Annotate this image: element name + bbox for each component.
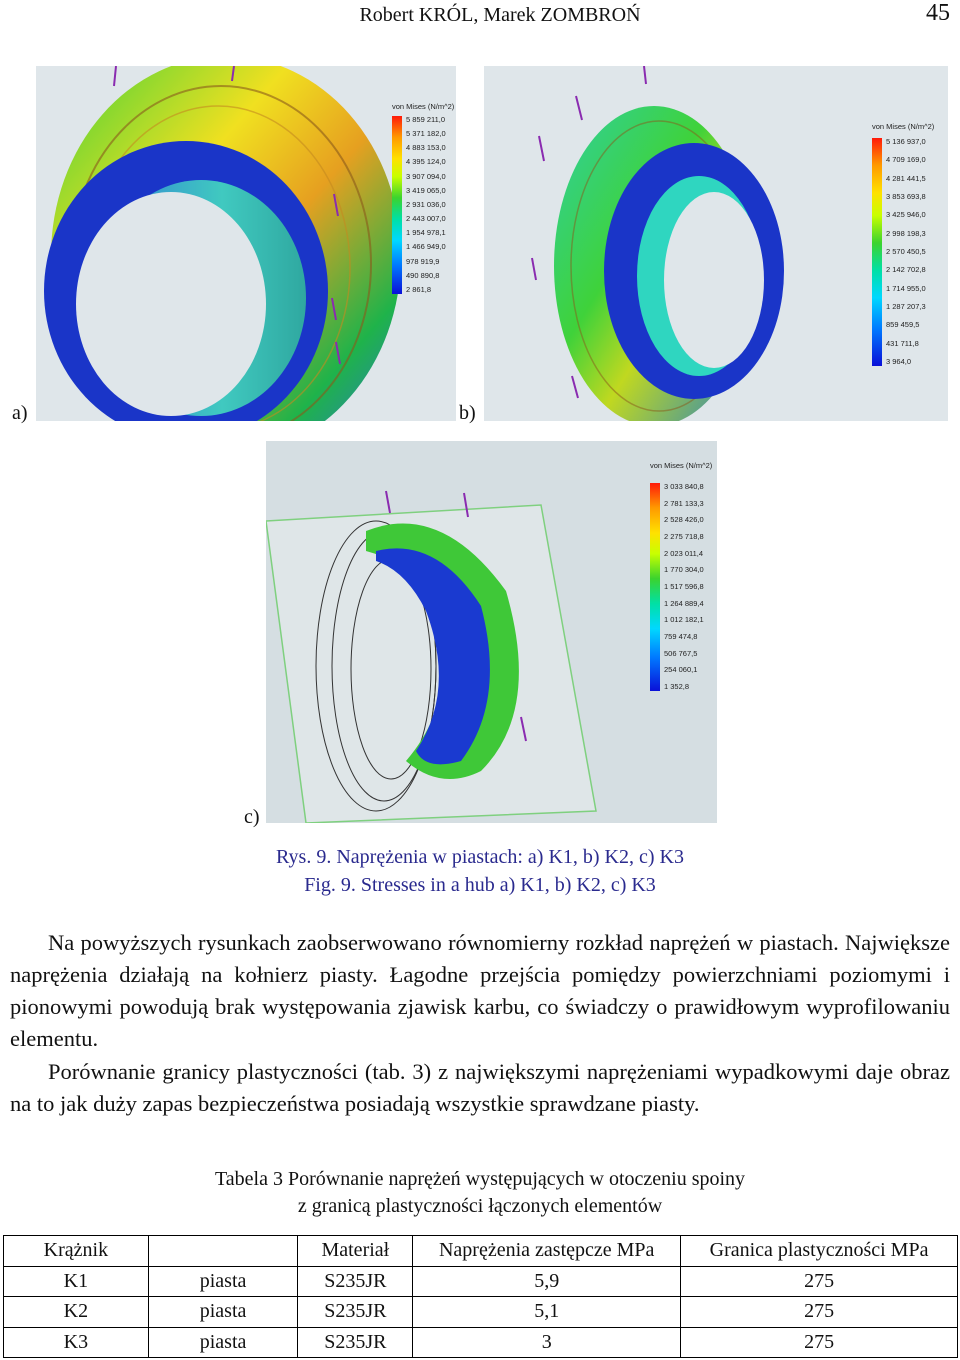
legend-value: 3 419 065,0 bbox=[406, 185, 446, 195]
table-header-cell: Krążnik bbox=[4, 1236, 149, 1267]
table-row bbox=[4, 1297, 958, 1328]
table-cell: 5,1 bbox=[413, 1297, 681, 1328]
legend-value: 859 459,5 bbox=[886, 320, 920, 330]
table-cell: 275 bbox=[681, 1266, 958, 1297]
table-header-cell: Granica plastyczności MPa bbox=[681, 1236, 958, 1267]
legend-value: 2 861,8 bbox=[406, 284, 432, 294]
legend-value: 4 395 124,0 bbox=[406, 157, 446, 167]
legend-value: 490 890,8 bbox=[406, 270, 440, 280]
table-row bbox=[4, 1327, 958, 1358]
legend-value: 2 528 426,0 bbox=[664, 515, 704, 525]
legend-value: 5 859 211,0 bbox=[406, 115, 446, 124]
table-cell: piasta bbox=[148, 1297, 298, 1328]
figure-panel-b bbox=[484, 66, 948, 421]
legend-value: 3 425 946,0 bbox=[886, 210, 926, 220]
legend-color-bar bbox=[650, 483, 660, 691]
legend-color-bar bbox=[872, 138, 882, 366]
legend-title: von Mises (N/m^2) bbox=[392, 102, 455, 111]
legend-value: 5 371 182,0 bbox=[406, 129, 446, 139]
legend-value: 978 919,9 bbox=[406, 256, 440, 266]
authors: Robert KRÓL, Marek ZOMBROŃ bbox=[359, 4, 641, 26]
table-header-row bbox=[4, 1236, 958, 1267]
table-header-cell: Materiał bbox=[298, 1236, 413, 1267]
legend-value: 2 443 007,0 bbox=[406, 214, 446, 224]
legend-value: 1 770 304,0 bbox=[664, 565, 704, 575]
legend-value: 4 281 441,5 bbox=[886, 173, 926, 183]
legend-title: von Mises (N/m^2) bbox=[650, 461, 713, 470]
figure-caption-en: Fig. 9. Stresses in a hub a) K1, b) K2, c) K3 bbox=[304, 874, 656, 896]
table-row bbox=[4, 1266, 958, 1297]
panel-label-a: a) bbox=[12, 402, 28, 424]
table-cell: S235JR bbox=[298, 1297, 413, 1328]
legend-value: 1 517 596,8 bbox=[664, 581, 704, 591]
page-number: 45 bbox=[926, 0, 950, 26]
table-cell: piasta bbox=[148, 1327, 298, 1358]
table-cell: S235JR bbox=[298, 1266, 413, 1297]
legend-value: 431 711,8 bbox=[886, 338, 919, 348]
table-cell: K1 bbox=[4, 1266, 149, 1297]
stress-legend-a bbox=[392, 102, 456, 298]
legend-value: 1 466 949,0 bbox=[406, 242, 446, 252]
body-paragraph-1: Na powyższych rysunkach zaobserwowano równomierny rozkład naprężeń w piastach. Największe naprężenia działają na kołnierz piasty. Łagodne przejścia pomiędzy powierzchniami poziomymi i pionowymi powodują brak występowania zjawisk karbu, co świadczy o prawidłowym wyprofilowaniu elementu. bbox=[10, 930, 950, 1051]
panel-label-c: c) bbox=[244, 806, 260, 828]
figure-caption-pl: Rys. 9. Naprężenia w piastach: a) K1, b) K2, c) K3 bbox=[276, 846, 684, 868]
legend-value: 4 709 169,0 bbox=[886, 155, 926, 165]
stress-legend-b bbox=[872, 122, 948, 370]
table-cell: 5,9 bbox=[413, 1266, 681, 1297]
table-cell: K2 bbox=[4, 1297, 149, 1328]
legend-value: 3 853 693,8 bbox=[886, 191, 926, 201]
legend-value: 1 012 182,1 bbox=[664, 615, 704, 625]
legend-value: 4 883 153,0 bbox=[406, 143, 446, 153]
legend-value: 759 474,8 bbox=[664, 631, 698, 641]
legend-value: 2 275 718,8 bbox=[664, 531, 704, 541]
legend-value: 1 714 955,0 bbox=[886, 283, 926, 293]
running-header bbox=[0, 4, 960, 27]
legend-value: 2 931 036,0 bbox=[406, 199, 446, 209]
legend-color-bar bbox=[392, 116, 402, 294]
panel-label-b: b) bbox=[459, 402, 476, 424]
legend-value: 1 352,8 bbox=[664, 681, 690, 691]
legend-value: 3 964,0 bbox=[886, 356, 912, 366]
table-cell: 275 bbox=[681, 1297, 958, 1328]
table-cell: 3 bbox=[413, 1327, 681, 1358]
legend-value: 1 264 889,4 bbox=[664, 598, 704, 608]
figure-panel-c bbox=[266, 441, 717, 823]
legend-value: 1 287 207,3 bbox=[886, 301, 926, 311]
table-cell: K3 bbox=[4, 1327, 149, 1358]
legend-value: 5 136 937,0 bbox=[886, 137, 926, 146]
legend-value: 2 570 450,5 bbox=[886, 246, 926, 256]
table-cell: piasta bbox=[148, 1266, 298, 1297]
legend-value: 254 060,1 bbox=[664, 665, 698, 675]
legend-value: 1 954 978,1 bbox=[406, 228, 446, 238]
legend-value: 2 142 702,8 bbox=[886, 265, 926, 275]
legend-value: 506 767,5 bbox=[664, 648, 698, 658]
table-header-cell: Naprężenia zastępcze MPa bbox=[413, 1236, 681, 1267]
body-paragraph-2: Porównanie granicy plastyczności (tab. 3) z największymi naprężeniami wypadkowymi daje obraz na to jak duży zapas bezpieczeństwa posiadają wszystkie sprawdzane piasty. bbox=[10, 1059, 950, 1116]
stress-legend-c bbox=[650, 461, 717, 696]
legend-value: 3 907 094,0 bbox=[406, 171, 446, 181]
figure-panel-a bbox=[36, 66, 456, 421]
legend-value: 2 781 133,3 bbox=[664, 498, 704, 508]
legend-value: 2 023 011,4 bbox=[664, 548, 704, 558]
legend-title: von Mises (N/m^2) bbox=[872, 122, 935, 131]
table-cell: 275 bbox=[681, 1327, 958, 1358]
legend-value: 2 998 198,3 bbox=[886, 228, 926, 238]
table-caption-line-1: Tabela 3 Porównanie naprężeń występujących w otoczeniu spoiny bbox=[214, 1168, 746, 1190]
table-header-cell bbox=[148, 1236, 298, 1267]
legend-value: 3 033 840,8 bbox=[664, 482, 704, 491]
table-cell: S235JR bbox=[298, 1327, 413, 1358]
comparison-table bbox=[3, 1235, 958, 1358]
table-caption-line-2: z granicą plastyczności łączonych elementów bbox=[297, 1195, 663, 1217]
